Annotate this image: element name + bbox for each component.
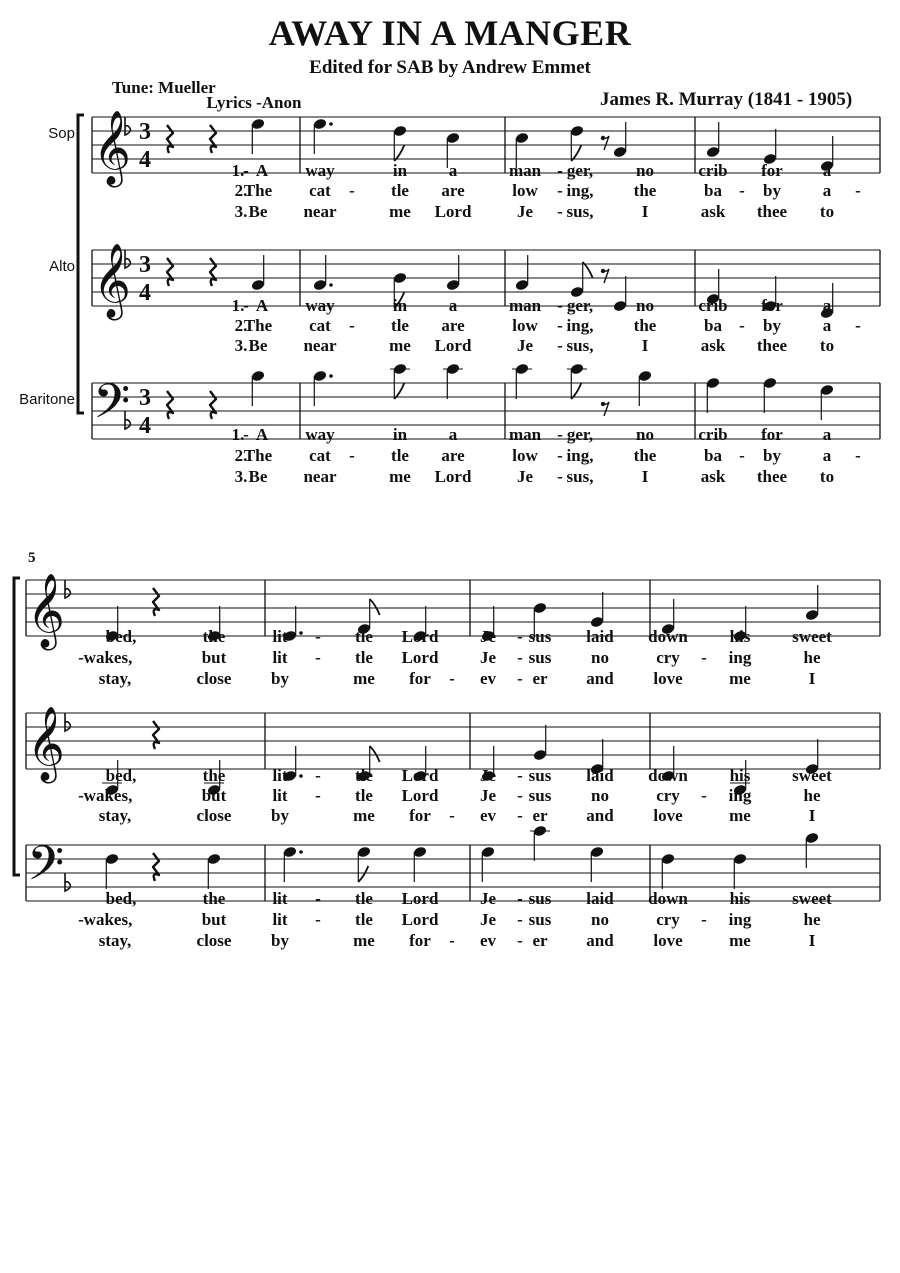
lyric-syllable: The [243, 316, 273, 335]
lyric-syllable: ev [479, 669, 497, 688]
lyric-syllable: near [303, 467, 337, 486]
lyric-syllable: - [243, 161, 249, 180]
lyric-syllable: a [822, 181, 832, 200]
lyric-syllable: Je [479, 766, 497, 785]
lyric-syllable: sus [528, 889, 552, 908]
lyric-syllable: man [508, 425, 542, 444]
eighth-rest [603, 402, 609, 416]
lyric-syllable: tle [355, 786, 373, 805]
lyric-syllable: 2. [234, 446, 248, 465]
lyric-syllable: - [557, 467, 563, 486]
lyric-syllable: tle [355, 910, 373, 929]
bass-clef: 𝄢 [93, 373, 131, 441]
lyric-syllable: ask [700, 336, 726, 355]
lyric-syllable: but [201, 648, 227, 667]
lyric-syllable: I [641, 202, 649, 221]
lyric-syllable: lit [272, 648, 288, 667]
quarter-rest [210, 258, 216, 286]
note-flag [370, 599, 380, 615]
lyric-syllable: - [517, 931, 523, 950]
lyric-syllable: Lord [434, 336, 472, 355]
lyric-syllable: sweet [792, 766, 832, 785]
lyric-syllable: sus [528, 766, 552, 785]
lyric-syllable: are [441, 181, 465, 200]
lyric-syllable: thee [756, 336, 788, 355]
part-label-baritone: Baritone [19, 391, 75, 408]
part-label-alto: Alto [49, 258, 75, 275]
quarter-rest [210, 125, 216, 153]
lyric-syllable: - [517, 889, 523, 908]
lyric-syllable: sus [528, 648, 552, 667]
lyric-syllable: - [78, 648, 84, 667]
lyric-syllable: near [303, 202, 337, 221]
lyric-syllable: low [512, 181, 538, 200]
lyric-syllable: me [729, 931, 751, 950]
measure-number: 5 [28, 550, 36, 566]
lyric-syllable: tle [355, 648, 373, 667]
lyric-syllable: but [201, 786, 227, 805]
lyric-syllable: the [633, 316, 657, 335]
lyric-syllable: I [808, 669, 816, 688]
lyric-syllable: no [591, 786, 609, 805]
lyric-syllable: no [636, 161, 654, 180]
lyric-syllable: wakes, [83, 648, 133, 667]
lyric-syllable: - [517, 648, 523, 667]
time-signature: 3 [139, 385, 151, 411]
lyric-syllable: the [202, 889, 226, 908]
lyric-syllable: near [303, 336, 337, 355]
treble-clef: 𝄞 [93, 244, 131, 318]
lyric-syllable: laid [586, 889, 614, 908]
lyric-syllable: - [315, 627, 321, 646]
lyric-syllable: by [763, 446, 781, 465]
dot [329, 122, 333, 126]
lyric-syllable: - [739, 316, 745, 335]
lyric-syllable: cat [309, 316, 331, 335]
lyric-syllable: are [441, 446, 465, 465]
lyric-syllable: cry [656, 648, 680, 667]
lyric-syllable: ger, [566, 425, 594, 444]
quarter-rest [167, 391, 173, 419]
lyric-syllable: by [271, 931, 289, 950]
lyric-syllable: me [729, 669, 751, 688]
lyric-syllable: er [532, 931, 548, 950]
dot [299, 850, 303, 854]
lyric-syllable: thee [756, 202, 788, 221]
lyric-syllable: thee [756, 467, 788, 486]
lyric-syllable: - [315, 910, 321, 929]
lyric-syllable: wakes, [83, 786, 133, 805]
system-bracket [14, 578, 20, 875]
lyric-syllable: way [305, 161, 335, 180]
lyric-syllable: - [557, 446, 563, 465]
lyric-syllable: ask [700, 202, 726, 221]
lyric-syllable: - [855, 316, 861, 335]
lyric-syllable: - [349, 316, 355, 335]
lyric-syllable: the [633, 181, 657, 200]
lyric-syllable: bed, [105, 627, 137, 646]
lyric-syllable: cry [656, 910, 680, 929]
lyric-syllable: me [389, 202, 411, 221]
lyricist-credit: Lyrics -Anon [206, 93, 302, 112]
composer-credit: James R. Murray (1841 - 1905) [600, 89, 853, 110]
lyric-syllable: I [808, 931, 816, 950]
time-signature: 4 [139, 280, 151, 306]
lyric-syllable: crib [698, 296, 728, 315]
lyric-syllable: - [739, 181, 745, 200]
lyric-syllable: - [517, 806, 523, 825]
lyric-syllable: lit [272, 889, 288, 908]
lyric-syllable: to [819, 467, 835, 486]
lyric-syllable: to [819, 336, 835, 355]
lyric-syllable: Je [516, 336, 534, 355]
lyric-syllable: - [517, 669, 523, 688]
lyric-syllable: sus, [566, 467, 594, 486]
lyric-syllable: - [557, 336, 563, 355]
lyric-syllable: - [557, 202, 563, 221]
lyric-syllable: - [855, 181, 861, 200]
lyric-syllable: Lord [401, 766, 439, 785]
lyric-syllable: 3. [234, 467, 248, 486]
bass-clef: 𝄢 [27, 835, 65, 903]
lyric-syllable: - [315, 766, 321, 785]
lyric-syllable: laid [586, 766, 614, 785]
part-label-soprano: Sop [48, 125, 75, 142]
lyric-syllable: Je [479, 786, 497, 805]
system-bracket [78, 115, 84, 413]
lyric-syllable: - [315, 786, 321, 805]
lyric-syllable: A [255, 161, 269, 180]
time-signature: 4 [139, 413, 151, 439]
lyric-syllable: wakes, [83, 910, 133, 929]
lyric-syllable: I [641, 336, 649, 355]
lyric-syllable: ba [704, 316, 722, 335]
lyric-syllable: way [305, 296, 335, 315]
lyric-syllable: sus, [566, 202, 594, 221]
lyric-syllable: tle [355, 766, 373, 785]
lyric-syllable: crib [698, 161, 728, 180]
lyric-syllable: and [586, 806, 614, 825]
lyric-syllable: sweet [792, 889, 832, 908]
lyric-syllable: a [448, 161, 458, 180]
lyric-syllable: cat [309, 446, 331, 465]
lyric-syllable: for [409, 669, 431, 688]
lyric-syllable: a [822, 425, 832, 444]
lyric-syllable: - [739, 446, 745, 465]
lyric-syllable: me [353, 806, 375, 825]
lyric-syllable: tle [391, 181, 409, 200]
lyric-syllable: his [729, 889, 751, 908]
treble-clef: 𝄞 [27, 574, 65, 648]
lyric-syllable: his [729, 766, 751, 785]
lyric-syllable: the [202, 766, 226, 785]
lyric-syllable: love [653, 931, 683, 950]
lyric-syllable: lit [272, 910, 288, 929]
lyric-syllable: - [449, 806, 455, 825]
time-signature: 3 [139, 252, 151, 278]
lyric-syllable: er [532, 669, 548, 688]
lyric-syllable: by [763, 181, 781, 200]
song-title: AWAY IN A MANGER [268, 13, 632, 53]
lyric-syllable: The [243, 181, 273, 200]
lyric-syllable: tle [391, 316, 409, 335]
lyric-syllable: and [586, 931, 614, 950]
lyric-syllable: I [641, 467, 649, 486]
lyric-syllable: er [532, 806, 548, 825]
lyric-syllable: - [557, 161, 563, 180]
lyric-syllable: Lord [401, 910, 439, 929]
lyric-syllable: Lord [434, 202, 472, 221]
eighth-rest [603, 136, 609, 150]
lyric-syllable: - [701, 910, 707, 929]
lyric-syllable: tle [391, 446, 409, 465]
lyric-syllable: down [648, 627, 688, 646]
lyric-syllable: 2. [234, 181, 248, 200]
lyric-syllable: in [392, 425, 408, 444]
lyric-syllable: the [633, 446, 657, 465]
lyric-syllable: cry [656, 786, 680, 805]
lyric-syllable: - [701, 786, 707, 805]
lyric-syllable: Lord [434, 467, 472, 486]
time-signature: 4 [139, 147, 151, 173]
lyric-syllable: cat [309, 181, 331, 200]
lyric-syllable: Je [479, 627, 497, 646]
lyric-syllable: lit [272, 766, 288, 785]
lyric-syllable: - [855, 446, 861, 465]
dot [329, 374, 333, 378]
quarter-rest [167, 258, 173, 286]
lyric-syllable: - [517, 910, 523, 929]
lyric-syllable: Je [479, 889, 497, 908]
lyric-syllable: love [653, 669, 683, 688]
lyric-syllable: 1. [231, 161, 245, 180]
lyric-syllable: - [701, 648, 707, 667]
lyric-syllable: Lord [401, 627, 439, 646]
lyric-syllable: ba [704, 181, 722, 200]
lyric-syllable: he [803, 910, 821, 929]
lyric-syllable: A [255, 425, 269, 444]
lyric-syllable: - [243, 425, 249, 444]
lyric-syllable: his [729, 627, 751, 646]
treble-clef: 𝄞 [93, 111, 131, 185]
lyric-syllable: - [315, 648, 321, 667]
lyric-syllable: me [353, 931, 375, 950]
lyric-syllable: stay, [98, 931, 132, 950]
lyric-syllable: sus, [566, 336, 594, 355]
lyric-syllable: - [449, 931, 455, 950]
lyric-syllable: man [508, 161, 542, 180]
lyric-syllable: - [349, 446, 355, 465]
lyric-syllable: ing [728, 648, 752, 667]
lyric-syllable: 3. [234, 336, 248, 355]
dot [329, 283, 333, 287]
lyric-syllable: 1. [231, 425, 245, 444]
lyric-syllable: a [822, 316, 832, 335]
lyric-syllable: close [196, 669, 232, 688]
dot [299, 631, 303, 635]
lyric-syllable: by [271, 669, 289, 688]
lyric-syllable: - [557, 181, 563, 200]
lyric-syllable: I [808, 806, 816, 825]
lyric-syllable: no [636, 425, 654, 444]
lyric-syllable: by [271, 806, 289, 825]
quarter-rest [167, 125, 173, 153]
quarter-rest [153, 853, 159, 881]
lyric-syllable: Lord [401, 786, 439, 805]
lyric-syllable: A [255, 296, 269, 315]
lyric-syllable: - [517, 786, 523, 805]
lyric-syllable: sus [528, 627, 552, 646]
lyric-syllable: 2. [234, 316, 248, 335]
lyric-syllable: a [448, 425, 458, 444]
lyric-syllable: close [196, 931, 232, 950]
lyric-syllable: bed, [105, 766, 137, 785]
lyric-syllable: me [729, 806, 751, 825]
lyric-syllable: - [517, 627, 523, 646]
lyric-syllable: Je [516, 202, 534, 221]
lyric-syllable: no [591, 910, 609, 929]
lyric-syllable: ger, [566, 296, 594, 315]
lyric-syllable: low [512, 446, 538, 465]
lyric-syllable: me [389, 336, 411, 355]
lyric-syllable: ing, [566, 181, 594, 200]
lyric-syllable: 1. [231, 296, 245, 315]
lyric-syllable: Je [479, 910, 497, 929]
lyric-syllable: ask [700, 467, 726, 486]
lyric-syllable: tle [355, 627, 373, 646]
lyric-syllable: for [409, 931, 431, 950]
lyric-syllable: - [349, 181, 355, 200]
lyric-syllable: for [761, 161, 783, 180]
lyric-syllable: to [819, 202, 835, 221]
quarter-rest [153, 588, 159, 616]
lyric-syllable: sweet [792, 627, 832, 646]
lyric-syllable: he [803, 786, 821, 805]
lyric-syllable: no [636, 296, 654, 315]
lyric-syllable: close [196, 806, 232, 825]
note-flag [370, 746, 380, 762]
lyric-syllable: a [822, 161, 832, 180]
lyric-syllable: for [761, 425, 783, 444]
lyric-syllable: Be [248, 336, 268, 355]
lyric-syllable: by [763, 316, 781, 335]
lyric-syllable: man [508, 296, 542, 315]
lyric-syllable: Be [248, 202, 268, 221]
lyric-syllable: lit [272, 786, 288, 805]
lyric-syllable: stay, [98, 669, 132, 688]
lyric-syllable: The [243, 446, 273, 465]
lyric-syllable: are [441, 316, 465, 335]
tune-name: Tune: Mueller [112, 78, 216, 97]
lyric-syllable: stay, [98, 806, 132, 825]
lyric-syllable: low [512, 316, 538, 335]
lyric-syllable: love [653, 806, 683, 825]
quarter-rest [153, 721, 159, 749]
lyric-syllable: Lord [401, 889, 439, 908]
lyric-syllable: a [448, 296, 458, 315]
flat-sign [65, 580, 70, 598]
note-flag [358, 866, 368, 882]
lyric-syllable: for [761, 296, 783, 315]
lyric-syllable: - [315, 889, 321, 908]
lyric-syllable: ev [479, 806, 497, 825]
lyric-syllable: - [557, 316, 563, 335]
lyric-syllable: Lord [401, 648, 439, 667]
quarter-rest [210, 391, 216, 419]
lyric-syllable: bed, [105, 889, 137, 908]
lyric-syllable: tle [355, 889, 373, 908]
lyric-syllable: he [803, 648, 821, 667]
lyric-syllable: crib [698, 425, 728, 444]
flat-sign [65, 713, 70, 731]
lyric-syllable: me [353, 669, 375, 688]
lyric-syllable: down [648, 766, 688, 785]
lyric-syllable: no [591, 648, 609, 667]
lyric-syllable: Be [248, 467, 268, 486]
lyric-syllable: way [305, 425, 335, 444]
lyric-syllable: ger, [566, 161, 594, 180]
lyric-syllable: - [243, 296, 249, 315]
treble-clef: 𝄞 [27, 707, 65, 781]
time-signature: 3 [139, 119, 151, 145]
lyric-syllable: a [822, 446, 832, 465]
lyric-syllable: ing, [566, 446, 594, 465]
lyric-syllable: ba [704, 446, 722, 465]
lyric-syllable: the [202, 627, 226, 646]
lyric-syllable: ing, [566, 316, 594, 335]
lyric-syllable: in [392, 161, 408, 180]
arrangement-credit: Edited for SAB by Andrew Emmet [309, 57, 591, 78]
lyric-syllable: sus [528, 910, 552, 929]
lyric-syllable: Je [516, 467, 534, 486]
lyric-syllable: me [389, 467, 411, 486]
flat-sign [65, 873, 70, 891]
lyric-syllable: 3. [234, 202, 248, 221]
lyric-syllable: in [392, 296, 408, 315]
lyric-syllable: Je [479, 648, 497, 667]
lyric-syllable: laid [586, 627, 614, 646]
lyric-syllable: - [557, 425, 563, 444]
lyric-syllable: - [449, 669, 455, 688]
lyric-syllable: down [648, 889, 688, 908]
dot [299, 774, 303, 778]
lyric-syllable: - [557, 296, 563, 315]
eighth-rest [603, 269, 609, 283]
lyric-syllable: and [586, 669, 614, 688]
lyric-syllable: but [201, 910, 227, 929]
lyric-syllable: - [78, 910, 84, 929]
lyric-syllable: ing [728, 786, 752, 805]
lyric-syllable: a [822, 296, 832, 315]
lyric-syllable: lit [272, 627, 288, 646]
lyric-syllable: for [409, 806, 431, 825]
lyric-syllable: sus [528, 786, 552, 805]
lyric-syllable: ing [728, 910, 752, 929]
lyric-syllable: - [78, 786, 84, 805]
lyric-syllable: - [517, 766, 523, 785]
lyric-syllable: ev [479, 931, 497, 950]
